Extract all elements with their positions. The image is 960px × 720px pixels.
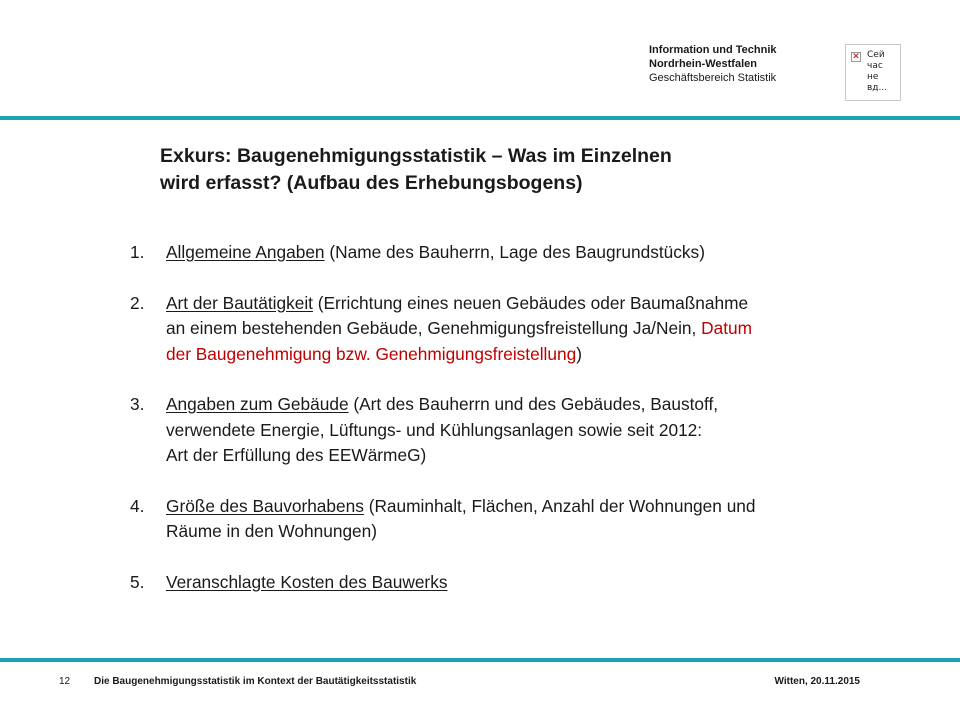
list-item-heading: Allgemeine Angaben	[166, 242, 325, 262]
list-item-number: 1.	[130, 242, 145, 262]
numbered-list	[130, 240, 910, 620]
list-item-text: an einem bestehenden Gebäude, Genehmigungsfreistellung Ja/Nein,	[166, 318, 702, 338]
list-item-line	[166, 342, 910, 368]
broken-image-icon: ✕	[852, 52, 860, 62]
header-divider	[0, 116, 960, 120]
logo-placeholder	[845, 44, 901, 101]
page-number: 12	[59, 676, 71, 687]
org-line-1: Information und Technik	[649, 44, 777, 56]
list-item	[130, 240, 910, 266]
list-item-heading: Größe des Bauvorhabens	[166, 495, 364, 516]
slide-title	[160, 143, 860, 197]
list-item-line	[166, 240, 910, 266]
list-item-heading: Veranschlagte Kosten des Bauwerks	[166, 571, 448, 592]
org-line-2: Nordrhein-Westfalen	[649, 58, 757, 70]
list-item-line	[166, 570, 910, 596]
list-item-text: (Rauminhalt, Flächen, Anzahl der Wohnungen und	[363, 495, 756, 516]
list-item	[130, 494, 910, 545]
list-item-heading: Angaben zum Gebäude	[166, 394, 349, 414]
list-item-line: verwendete Energie, Lüftungs- und Kühlungsanlagen sowie seit 2012:	[166, 419, 703, 440]
org-line-3: Geschäftsbereich Statistik	[649, 72, 777, 84]
footer-date: Witten, 20.11.2015	[774, 676, 860, 687]
list-item-highlight: der Baugenehmigung bzw. Genehmigungsfreistellung	[166, 343, 577, 364]
list-item-heading: Art der Bautätigkeit	[166, 292, 313, 313]
list-item	[130, 291, 910, 368]
list-item-line: Räume in den Wohnungen)	[166, 521, 378, 541]
list-item-number: 5.	[130, 571, 145, 592]
list-item-highlight: Datum	[701, 318, 753, 338]
list-item-line	[166, 291, 910, 317]
list-item-text: (Name des Bauherrn, Lage des Baugrundstücks)	[324, 242, 705, 262]
list-item-line	[166, 392, 910, 418]
footer-title: Die Baugenehmigungsstatistik im Kontext der Bautätigkeitsstatistik	[94, 676, 417, 687]
list-item-text: )	[576, 343, 582, 364]
list-item	[130, 392, 910, 469]
footer-divider	[0, 658, 960, 662]
list-item-number: 2.	[130, 292, 145, 313]
list-item-text: (Art des Bauherrn und des Gebäudes, Baustoff,	[348, 394, 719, 414]
logo-alt-text: Сей час не вд...	[867, 50, 888, 93]
list-item-line	[166, 494, 910, 520]
list-item-number: 3.	[130, 394, 145, 414]
organization-name	[649, 43, 834, 85]
slide-title-line-1: Exkurs: Baugenehmigungsstatistik – Was im Einzelnen	[160, 145, 672, 167]
list-item-number: 4.	[130, 495, 145, 516]
slide-title-line-2: wird erfasst? (Aufbau des Erhebungsbogens)	[160, 172, 583, 194]
list-item-line: Art der Erfüllung des EEWärmeG)	[166, 445, 427, 465]
list-item-text: (Errichtung eines neuen Gebäudes oder Baumaßnahme	[312, 292, 749, 313]
list-item-line	[166, 316, 910, 342]
list-item	[130, 570, 910, 596]
